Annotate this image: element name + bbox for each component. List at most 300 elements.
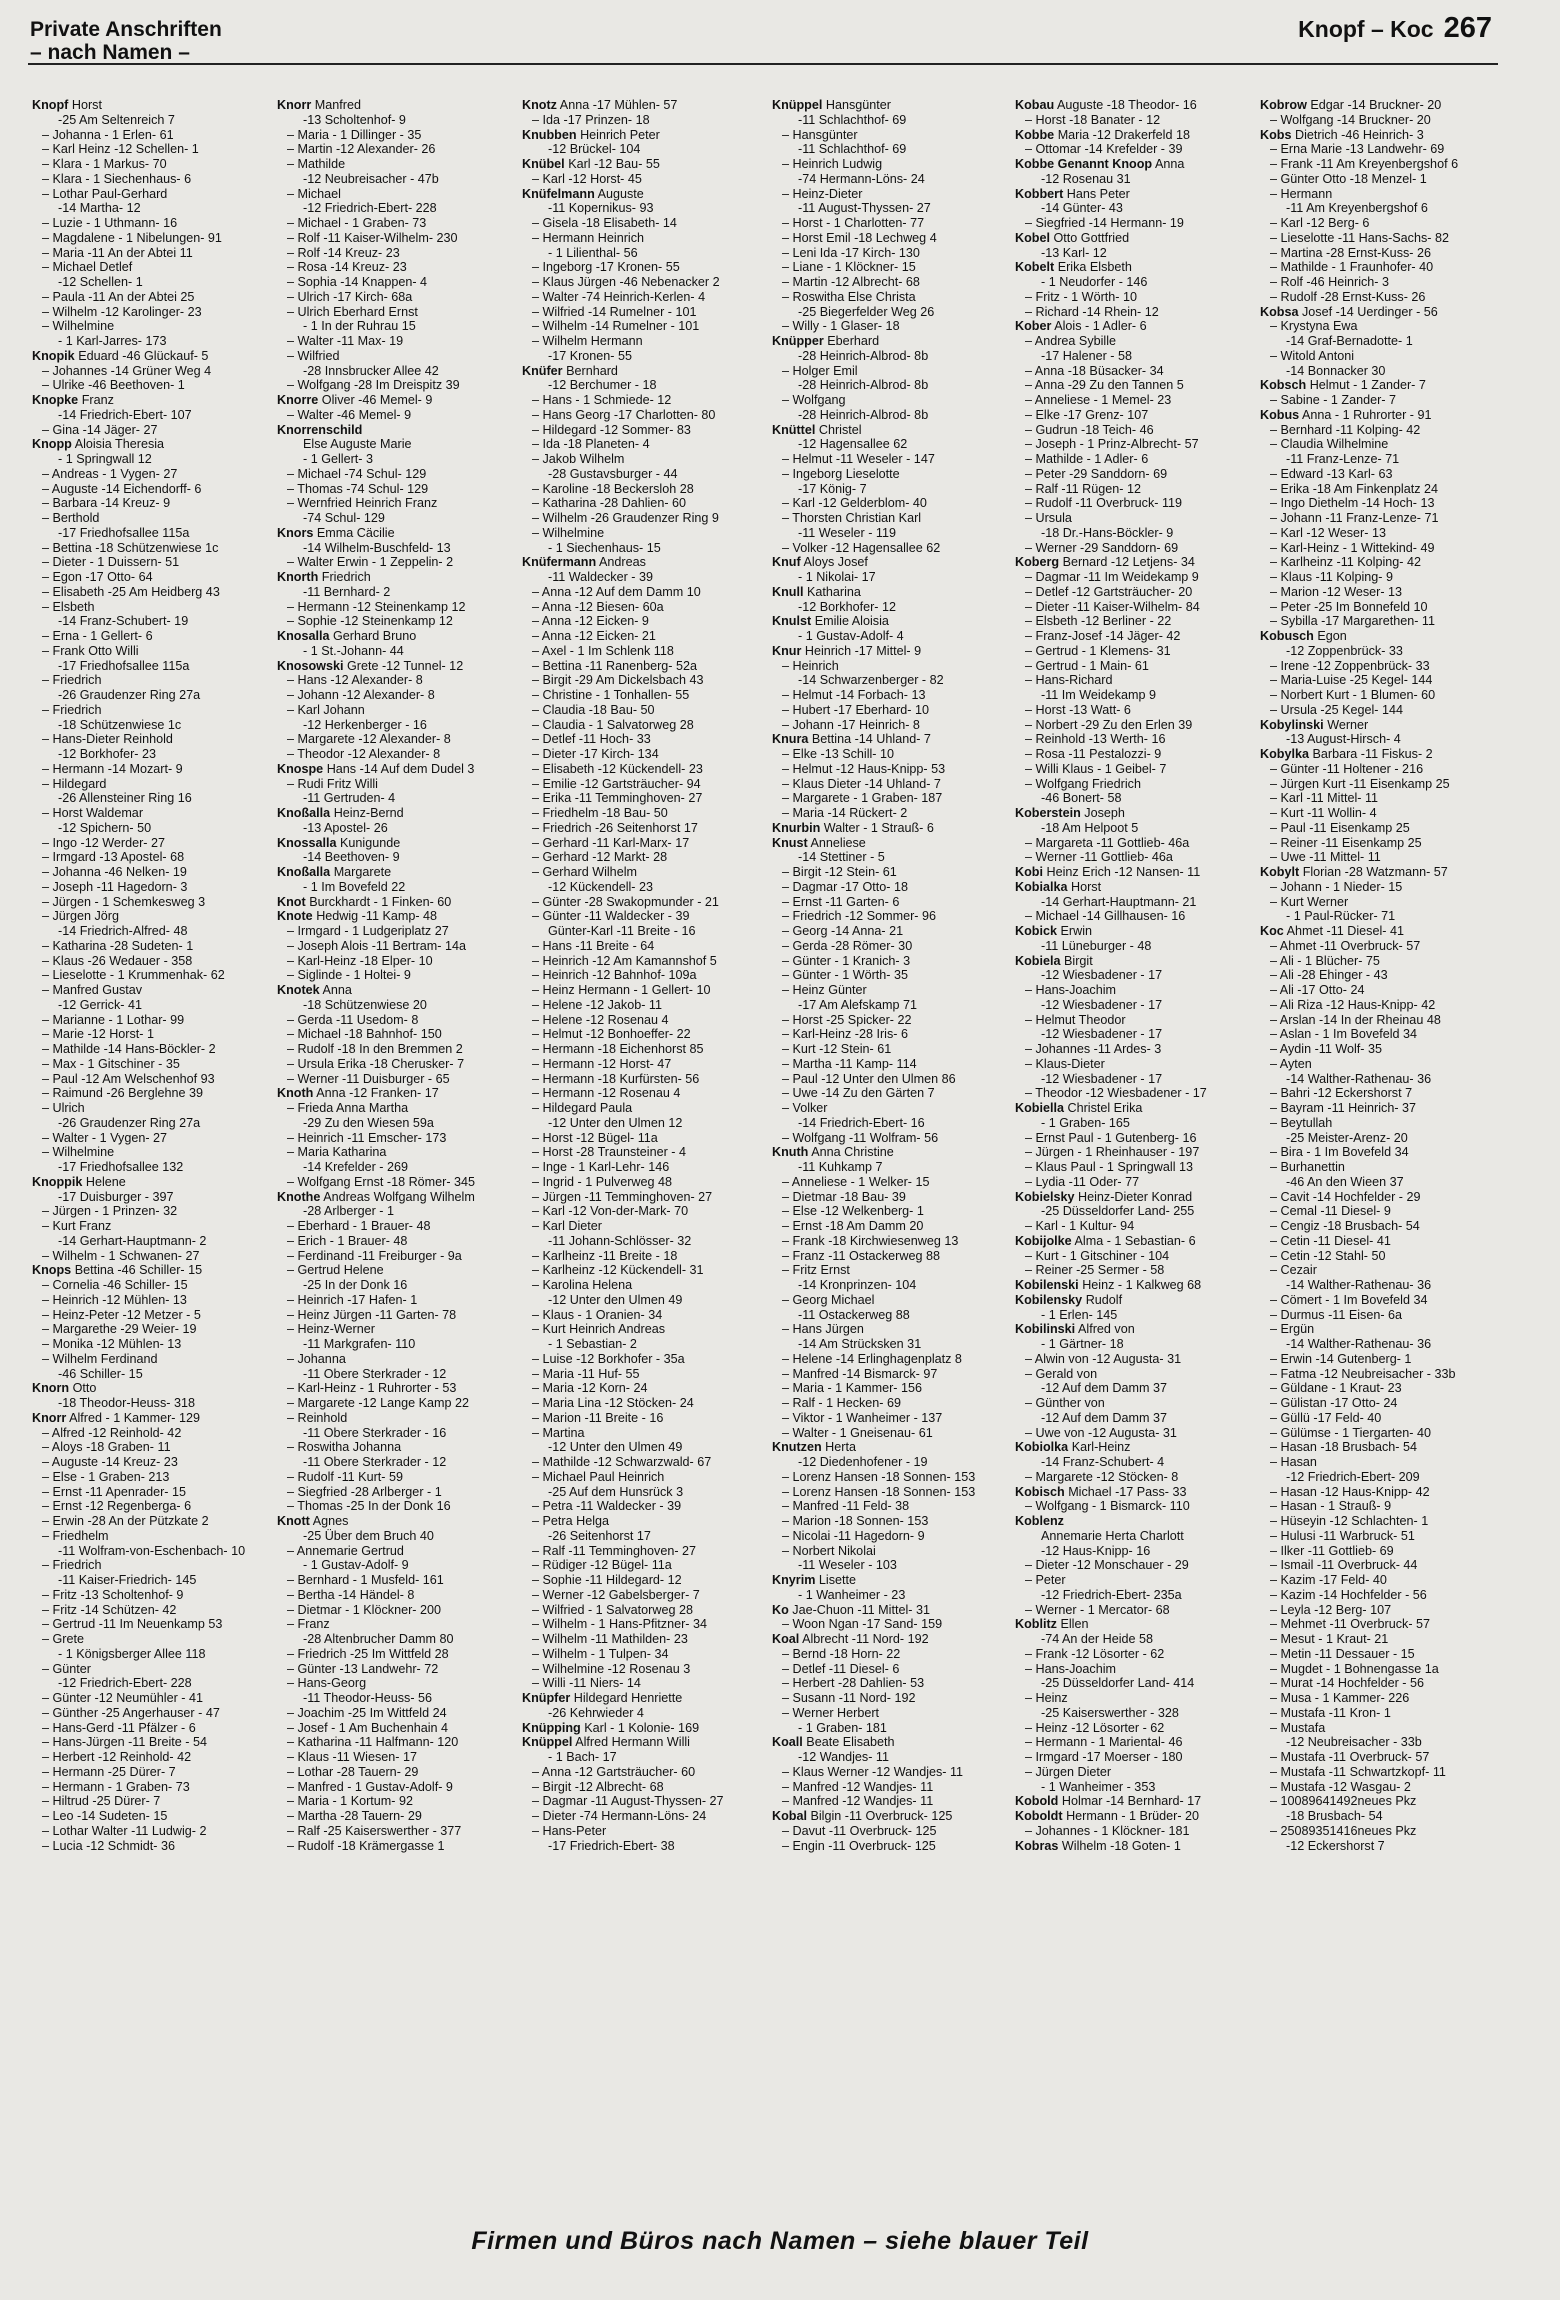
surname-entry xyxy=(522,187,766,364)
entry-head xyxy=(772,1632,1016,1647)
entry-head xyxy=(772,1573,1016,1588)
address-line: - 1 Neudorfer - 146 xyxy=(1041,275,1148,289)
address-line: -17 Am Alefskamp 71 xyxy=(798,997,918,1012)
person-line: – Mehmet -11 Overbruck- 57 xyxy=(1270,1617,1431,1632)
person-line: – Karl-Heinz -28 Iris- 6 xyxy=(782,1027,908,1042)
entry-head xyxy=(277,1190,521,1205)
entry-head xyxy=(1015,231,1259,246)
entry-first-line: Manfred xyxy=(314,98,361,112)
surname-entry xyxy=(772,423,1016,556)
person-line: – Cezair xyxy=(1270,1263,1317,1278)
person-line: – Johann -17 Heinrich- 8 xyxy=(782,717,920,732)
entry-head xyxy=(1015,924,1259,939)
person-line: – Willi -11 Niers- 14 xyxy=(532,1676,641,1691)
surname-entry xyxy=(772,585,1016,615)
person-line: – Detlef -11 Diesel- 6 xyxy=(782,1661,900,1676)
surname: Knopke xyxy=(32,393,79,407)
address-line: - 1 Nikolai- 17 xyxy=(798,570,876,584)
address-line: -26 Graudenzer Ring 27a xyxy=(58,688,201,702)
person-line: – Ernst -18 Am Damm 20 xyxy=(782,1219,924,1233)
person-line: – Jürgen - 1 Schemkesweg 3 xyxy=(42,894,206,909)
person-line: – Reiner -11 Eisenkamp 25 xyxy=(1270,835,1422,850)
person-line: – Bayram -11 Heinrich- 37 xyxy=(1270,1101,1417,1115)
person-line: – Anna -12 Biesen- 60a xyxy=(532,599,664,614)
person-line: – Frank -18 Kirchwiesenweg 13 xyxy=(782,1233,959,1248)
person-line: – Paul -12 Unter den Ulmen 86 xyxy=(782,1071,956,1086)
person-line: – Hans-Gerd -11 Pfälzer - 6 xyxy=(42,1720,196,1735)
surname: Knotz xyxy=(522,98,557,112)
person-line: – Hasan - 1 Strauß- 9 xyxy=(1270,1499,1392,1514)
address-line: -14 Beethoven- 9 xyxy=(303,850,400,865)
column-1 xyxy=(32,98,276,1853)
person-line: – Ayten xyxy=(1270,1056,1312,1071)
surname: Knote xyxy=(277,909,313,924)
address-line: -14 Bonnacker 30 xyxy=(1286,363,1386,378)
entry-head xyxy=(277,836,521,851)
address-line: -11 Ostackerweg 88 xyxy=(798,1307,910,1322)
address-line: -28 Heinrich-Albrod- 8b xyxy=(798,378,929,393)
address-line: -26 Kehrwieder 4 xyxy=(548,1705,644,1720)
surname: Knüttel xyxy=(772,422,816,437)
person-line: – Klaus Jürgen -46 Nebenacker 2 xyxy=(532,275,720,289)
person-line: – Walter - 1 Gneisenau- 61 xyxy=(782,1425,933,1440)
person-line: – Peter -25 Im Bonnefeld 10 xyxy=(1270,599,1428,614)
person-line: – Marion -11 Breite - 16 xyxy=(532,1410,664,1425)
entry-head xyxy=(277,1086,521,1101)
address-line: -46 Schiller- 15 xyxy=(58,1366,143,1381)
person-line: – Margarethe -29 Weier- 19 xyxy=(42,1322,197,1337)
footer-note: Firmen und Büros nach Namen – siehe blauer Teil xyxy=(471,2227,1089,2255)
surname: Kober xyxy=(1015,319,1052,334)
address-line: -12 Neubreisacher - 33b xyxy=(1286,1735,1422,1750)
person-line: – Ursula Erika -18 Cherusker- 7 xyxy=(287,1056,465,1071)
person-line: – Holger Emil xyxy=(782,363,858,378)
person-line: – Anneliese - 1 Welker- 15 xyxy=(782,1174,930,1189)
person-line: – Wilfried xyxy=(287,348,340,363)
person-line: – Karl-Heinz - 1 Wittekind- 49 xyxy=(1270,540,1435,555)
address-line: -12 Borkhofer- 12 xyxy=(798,599,897,614)
person-line: – Lieselotte - 1 Krummenhak- 62 xyxy=(42,968,225,983)
entry-first-line: Auguste xyxy=(597,186,644,201)
address-line: -11 Weseler - 119 xyxy=(798,525,896,540)
person-line: – Siglinde - 1 Holtei- 9 xyxy=(287,968,411,983)
entry-head xyxy=(1015,187,1259,202)
person-line: – Reinhold xyxy=(287,1410,348,1425)
person-line: – Fritz -14 Schützen- 42 xyxy=(42,1602,177,1617)
person-line: – Ingrid - 1 Pulverweg 48 xyxy=(532,1174,673,1189)
person-line: – Hermann -25 Dürer- 7 xyxy=(42,1764,176,1779)
person-line: – Dieter - 1 Duissern- 51 xyxy=(42,555,180,570)
person-line: – Rudolf -11 Kurt- 59 xyxy=(287,1469,403,1484)
person-line: – Klaus-Dieter xyxy=(1025,1056,1105,1071)
person-line: – Karl Heinz -12 Schellen- 1 xyxy=(42,142,199,157)
surname-entry xyxy=(522,1721,766,1736)
person-line: – Friedrich xyxy=(42,702,102,717)
person-line: – Heinrich -12 Mühlen- 13 xyxy=(42,1292,187,1307)
surname-entry xyxy=(522,98,766,128)
person-line: – Andreas - 1 Vygen- 27 xyxy=(42,466,178,481)
person-line: – Horst Emil -18 Lechweg 4 xyxy=(782,230,937,245)
surname-entry xyxy=(32,1381,276,1411)
surname-entry xyxy=(32,393,276,437)
surname-entry xyxy=(277,629,521,659)
address-line: -14 Günter- 43 xyxy=(1041,201,1123,216)
entry-first-line: Beate Elisabeth xyxy=(806,1735,895,1750)
address-line: -12 Friedrich-Ebert- 228 xyxy=(303,201,437,216)
person-line: – Werner -11 Gottlieb- 46a xyxy=(1025,850,1173,865)
entry-head xyxy=(522,187,766,202)
surname-entry xyxy=(522,128,766,158)
entry-first-line: Heinz - 1 Kalkweg 68 xyxy=(1082,1278,1202,1292)
entry-first-line: Heinrich Peter xyxy=(580,127,660,142)
entry-first-line: Alma - 1 Sebastian- 6 xyxy=(1074,1233,1196,1248)
address-line: -11 Obere Sterkrader - 16 xyxy=(303,1425,447,1440)
person-line: – Martin -12 Alexander- 26 xyxy=(287,142,436,157)
person-line: – Ingo -12 Werder- 27 xyxy=(42,835,165,850)
person-line: – Jürgen -11 Temminghoven- 27 xyxy=(532,1189,713,1204)
surname-entry xyxy=(1015,319,1259,555)
surname-entry xyxy=(32,349,276,393)
address-line: -12 Unter den Ulmen 49 xyxy=(548,1440,683,1455)
entry-first-line: Bernhard xyxy=(566,363,618,378)
person-line: – Klaus -26 Wedauer - 358 xyxy=(42,953,193,968)
entry-first-line: Eberhard xyxy=(827,334,880,348)
entry-first-line: Rudolf xyxy=(1085,1292,1123,1307)
person-line: – Katharina -11 Halfmann- 120 xyxy=(287,1735,459,1750)
entry-first-line: Emma Cäcilie xyxy=(316,525,395,540)
person-line: – Martha -28 Tauern- 29 xyxy=(287,1809,422,1823)
person-line: – Ingeborg -17 Kronen- 55 xyxy=(532,260,680,275)
entry-first-line: Gerhard Bruno xyxy=(333,629,417,643)
person-line: – Magdalene - 1 Nibelungen- 91 xyxy=(42,230,222,245)
surname: Knosalla xyxy=(277,629,330,643)
surname: Kobrow xyxy=(1260,98,1307,112)
address-line: -28 Arlberger - 1 xyxy=(303,1204,394,1219)
surname-entry xyxy=(522,364,766,556)
person-line: – Ursula xyxy=(1025,511,1072,525)
person-line: – Musa - 1 Kammer- 226 xyxy=(1270,1691,1410,1705)
address-line: -17 Friedhofsallee 115a xyxy=(58,658,190,673)
person-line: – Herbert -28 Dahlien- 53 xyxy=(782,1676,925,1691)
entry-first-line: Josef -14 Uerdinger - 56 xyxy=(1302,304,1438,319)
person-line: – Horst -13 Watt- 6 xyxy=(1025,702,1131,717)
entry-head xyxy=(522,128,766,143)
person-line: – Ottomar -14 Krefelder - 39 xyxy=(1025,142,1183,157)
entry-first-line: Auguste -18 Theodor- 16 xyxy=(1057,98,1197,112)
person-line: – Helmut Theodor xyxy=(1025,1012,1126,1027)
address-line: -12 Eckershorst 7 xyxy=(1286,1838,1385,1853)
person-line: – Karlheinz -11 Breite - 18 xyxy=(532,1248,678,1263)
person-line: – Maria Katharina xyxy=(287,1145,387,1160)
person-line: – Klaus -11 Kolping- 9 xyxy=(1270,570,1393,584)
address-line: -14 Graf-Bernadotte- 1 xyxy=(1286,334,1413,348)
address-line: - 1 Gellert- 3 xyxy=(303,452,373,466)
entry-first-line: Eduard -46 Glückauf- 5 xyxy=(78,348,209,363)
person-line: – Joachim -25 Im Wittfeld 24 xyxy=(287,1705,447,1720)
address-line: -12 Schellen- 1 xyxy=(58,275,143,289)
person-line: – Manfred -14 Bismarck- 97 xyxy=(782,1366,938,1381)
address-line: -17 Duisburger - 397 xyxy=(58,1189,174,1204)
person-line: – Michael Detlef xyxy=(42,260,133,275)
person-line: – Heinz-Peter -12 Metzer - 5 xyxy=(42,1307,201,1322)
person-line: – Rudolf -18 Krämergasse 1 xyxy=(287,1838,445,1853)
person-line: – Hans-Jürgen -11 Breite - 54 xyxy=(42,1735,207,1750)
person-line: – Güldane - 1 Kraut- 23 xyxy=(1270,1381,1402,1396)
person-line: – Elke -17 Grenz- 107 xyxy=(1025,407,1149,422)
address-line: -28 Heinrich-Albrod- 8b xyxy=(798,407,929,422)
address-line: -12 Friedrich-Ebert- 228 xyxy=(58,1676,192,1691)
address-line: -12 Wiesbadener - 17 xyxy=(1041,997,1163,1012)
surname: Knüfermann xyxy=(522,555,597,570)
surname: Knyrim xyxy=(772,1573,816,1587)
person-line: – Bettina -11 Ranenberg- 52a xyxy=(532,658,697,673)
entry-head xyxy=(1015,1839,1259,1854)
address-line: -12 Brückel- 104 xyxy=(548,142,641,157)
person-line: – Johanna -46 Nelken- 19 xyxy=(42,865,187,879)
entry-first-line: Florian -28 Watzmann- 57 xyxy=(1302,865,1448,879)
entry-head xyxy=(277,909,521,924)
person-line: – Viktor - 1 Wanheimer - 137 xyxy=(782,1410,943,1425)
surname-entry xyxy=(1260,629,1504,718)
surname-entry xyxy=(277,806,521,836)
person-line: – Mathilde - 1 Adler- 6 xyxy=(1025,452,1149,466)
address-line: -14 Gerhart-Hauptmann- 2 xyxy=(58,1233,207,1248)
surname: Kobylka xyxy=(1260,747,1309,761)
person-line: – Hans - 1 Schmiede- 12 xyxy=(532,393,672,407)
person-line: – Helmut -12 Haus-Knipp- 53 xyxy=(782,761,946,776)
person-line: – Günter -11 Holtener - 216 xyxy=(1270,761,1424,776)
person-line: – Fritz -13 Scholtenhof- 9 xyxy=(42,1587,184,1602)
person-line: – Detlef -11 Hoch- 33 xyxy=(532,732,651,747)
column-4 xyxy=(772,98,1016,1853)
address-line: -25 Über dem Bruch 40 xyxy=(303,1528,434,1543)
person-line: – Hiltrud -25 Dürer- 7 xyxy=(42,1794,161,1809)
entry-first-line: Helmut - 1 Zander- 7 xyxy=(1309,378,1426,393)
person-line: – Hans-Richard xyxy=(1025,673,1113,688)
person-line: – Hansgünter xyxy=(782,127,858,142)
address-line: -12 Auf dem Damm 37 xyxy=(1041,1410,1167,1425)
entry-head xyxy=(1260,629,1504,644)
entry-first-line: Werner xyxy=(1327,717,1369,732)
person-line: – Helene -14 Erlinghagenplatz 8 xyxy=(782,1351,962,1366)
entry-first-line: Wilhelm -18 Goten- 1 xyxy=(1061,1838,1181,1853)
person-line: – Davut -11 Overbruck- 125 xyxy=(782,1823,937,1838)
person-line: – Ergün xyxy=(1270,1322,1315,1337)
address-line: - 1 Karl-Jarres- 173 xyxy=(58,334,167,348)
person-line: – Franz xyxy=(287,1617,330,1632)
surname: Knorrenschild xyxy=(277,422,363,437)
person-line: – Friedrich -12 Sommer- 96 xyxy=(782,909,936,924)
surname-entry xyxy=(1015,1293,1259,1323)
surname: Knübel xyxy=(522,157,565,171)
entry-first-line: Katharina xyxy=(806,584,861,599)
person-line: – Anna -12 Gartsträucher- 60 xyxy=(532,1764,696,1779)
person-line: – Woon Ngan -17 Sand- 159 xyxy=(782,1617,943,1632)
entry-first-line: Emilie Aloisia xyxy=(814,614,889,629)
person-line: – Martin -12 Albrecht- 68 xyxy=(782,275,920,289)
person-line: – Marion -18 Sonnen- 153 xyxy=(782,1514,929,1528)
surname: Knothe xyxy=(277,1189,321,1204)
address-line: - 1 Wanheimer - 353 xyxy=(1041,1779,1156,1794)
entry-first-line: Anna xyxy=(322,983,352,997)
person-line: – Walter -46 Memel- 9 xyxy=(287,407,412,422)
address-line: - 1 Sebastian- 2 xyxy=(548,1337,637,1351)
address-line: -12 Borkhofer- 23 xyxy=(58,747,157,761)
person-line: – Sybilla -17 Margarethen- 11 xyxy=(1270,614,1435,629)
person-line: – Uwe -14 Zu den Gärten 7 xyxy=(782,1086,935,1101)
surname-entry xyxy=(522,1691,766,1721)
person-line: – Max - 1 Gitschiner - 35 xyxy=(42,1056,180,1071)
surname: Knurbin xyxy=(772,820,821,835)
surname-entry xyxy=(1015,1485,1259,1515)
person-line: – Wolfgang xyxy=(782,393,846,407)
surname-entry xyxy=(772,644,1016,733)
address-line: -11 Gertruden- 4 xyxy=(303,791,396,806)
entry-first-line: Anna - 1 Ruhrorter - 91 xyxy=(1302,407,1432,422)
address-line: -26 Seitenhorst 17 xyxy=(548,1528,651,1543)
address-line: - 1 Graben- 165 xyxy=(1041,1115,1130,1130)
person-line: – Erika -18 Am Finkenplatz 24 xyxy=(1270,481,1438,496)
surname: Kobbe xyxy=(1015,127,1055,142)
address-line: -14 Schwarzenberger - 82 xyxy=(798,673,944,688)
person-line: – Petra Helga xyxy=(532,1514,610,1528)
person-line: – Heinz-Dieter xyxy=(782,186,863,201)
person-line: – Ernst -11 Apenrader- 15 xyxy=(42,1484,186,1499)
surname: Kobau xyxy=(1015,98,1055,112)
surname-entry xyxy=(772,1603,1016,1633)
surname: Kobilensky xyxy=(1015,1292,1083,1307)
person-line: – Siegfried -28 Arlberger - 1 xyxy=(287,1484,442,1499)
person-line: – Wilhelmine xyxy=(42,1145,115,1160)
entry-head xyxy=(1015,1617,1259,1632)
person-line: – Johannes -11 Ardes- 3 xyxy=(1025,1042,1162,1056)
person-line: – Friedhelm -18 Bau- 50 xyxy=(532,806,668,820)
person-line: – Walter -11 Max- 19 xyxy=(287,334,404,348)
person-line: – Mathilde -14 Hans-Böckler- 2 xyxy=(42,1042,216,1056)
person-line: – Gertrud -11 Im Neuenkamp 53 xyxy=(42,1617,223,1632)
person-line: – Hermann -12 Steinenkamp 12 xyxy=(287,599,466,614)
surname: Kobbert xyxy=(1015,186,1064,201)
address-line: -14 Kronprinzen- 104 xyxy=(798,1278,917,1292)
surname-entry xyxy=(522,555,766,1691)
person-line: – Mathilde xyxy=(287,157,346,171)
entry-first-line: Karl - 1 Kolonie- 169 xyxy=(584,1720,700,1735)
address-line: - 1 Gustav-Adolf- 4 xyxy=(798,629,904,643)
surname: Knüpfer xyxy=(522,1691,571,1705)
entry-first-line: Horst xyxy=(1071,879,1102,894)
entry-head xyxy=(1260,98,1504,113)
address-line: -12 Herkenberger - 16 xyxy=(303,717,427,732)
entry-head xyxy=(1015,555,1259,570)
address-line: -14 Walther-Rathenau- 36 xyxy=(1286,1337,1432,1351)
entry-head xyxy=(277,983,521,998)
surname: Kobielsky xyxy=(1015,1189,1075,1204)
person-line: – Günter - 1 Kranich- 3 xyxy=(782,953,911,968)
person-line: – Jürgen Jörg xyxy=(42,909,120,924)
person-line: – Walter - 1 Vygen- 27 xyxy=(42,1130,168,1145)
entry-first-line: Hans Peter xyxy=(1066,186,1130,201)
surname-entry xyxy=(772,1809,1016,1853)
person-line: – Michael - 1 Graben- 73 xyxy=(287,216,427,230)
person-line: – Dietmar -18 Bau- 39 xyxy=(782,1189,906,1204)
entry-head xyxy=(772,1145,1016,1160)
entry-head xyxy=(1015,1234,1259,1249)
person-line: – Werner -11 Duisburger - 65 xyxy=(287,1071,450,1086)
person-line: – Lucia -12 Schmidt- 36 xyxy=(42,1838,176,1853)
person-line: – Leo -14 Sudeten- 15 xyxy=(42,1809,168,1823)
person-line: – Sophie -12 Steinenkamp 12 xyxy=(287,614,453,629)
surname-entry xyxy=(277,570,521,629)
entry-first-line: Erika Elsbeth xyxy=(1057,260,1132,275)
entry-head xyxy=(277,526,521,541)
surname: Kobs xyxy=(1260,127,1292,142)
surname: Kobylinski xyxy=(1260,717,1324,732)
person-line: – Mesut - 1 Kraut- 21 xyxy=(1270,1632,1389,1646)
person-line: – Fatma -12 Neubreisacher - 33b xyxy=(1270,1366,1456,1381)
surname: Knot xyxy=(277,894,306,909)
person-line: – Peter -29 Sanddorn- 69 xyxy=(1025,466,1168,481)
person-line: – Leni Ida -17 Kirch- 130 xyxy=(782,245,920,260)
person-line: – Margarete -12 Lange Kamp 22 xyxy=(287,1396,470,1410)
entry-head xyxy=(277,806,521,821)
person-line: – Katharina -28 Dahlien- 60 xyxy=(532,496,687,511)
person-line: – Lothar -28 Tauern- 29 xyxy=(287,1764,419,1779)
person-line: – Nicolai -11 Hagedorn- 9 xyxy=(782,1528,925,1543)
surname: Koberg xyxy=(1015,555,1060,570)
page-number: 267 xyxy=(1443,12,1492,44)
entry-head xyxy=(32,98,276,113)
entry-first-line: Anna -17 Mühlen- 57 xyxy=(559,98,678,112)
surname-entry xyxy=(277,1190,521,1515)
person-line: – Roswitha Else Christa xyxy=(782,289,916,304)
person-line: – Volker -12 Hagensallee 62 xyxy=(782,540,941,555)
address-line: -17 Halener - 58 xyxy=(1041,348,1133,363)
address-line: -18 Dr.-Hans-Böckler- 9 xyxy=(1041,525,1174,540)
surname: Kobusch xyxy=(1260,629,1314,643)
surname-entry xyxy=(772,1440,1016,1573)
person-line: – Mustafa xyxy=(1270,1720,1326,1735)
person-line: – Anna -12 Eicken- 21 xyxy=(532,629,656,643)
person-line: – Paula -11 An der Abtei 25 xyxy=(42,289,195,304)
entry-head xyxy=(1260,865,1504,880)
person-line: – Gerhard Wilhelm xyxy=(532,865,637,879)
person-line: – Aloys -18 Graben- 11 xyxy=(42,1440,171,1455)
entry-head xyxy=(32,349,276,364)
surname: Kobylt xyxy=(1260,865,1300,879)
surname-entry xyxy=(277,1514,521,1853)
person-line: – Luzie - 1 Uthmann- 16 xyxy=(42,216,178,230)
surname: Knüpper xyxy=(772,334,824,348)
entry-first-line: Agnes xyxy=(312,1514,349,1528)
person-line: – Wilhelmine -12 Rosenau 3 xyxy=(532,1661,691,1676)
person-line: – Irene -12 Zoppenbrück- 33 xyxy=(1270,658,1430,673)
entry-head xyxy=(1015,1190,1259,1205)
person-line: – Else - 1 Graben- 213 xyxy=(42,1469,170,1484)
person-line: – Günter -12 Neumühler - 41 xyxy=(42,1691,204,1705)
person-line: – Mustafa -11 Overbruck- 57 xyxy=(1270,1750,1430,1764)
surname-entry xyxy=(1260,718,1504,748)
person-line: – Manfred - 1 Gustav-Adolf- 9 xyxy=(287,1779,453,1794)
person-line: – Rolf -46 Heinrich- 3 xyxy=(1270,275,1389,289)
person-line: – Bertha -14 Händel- 8 xyxy=(287,1587,415,1602)
person-line: – Christine - 1 Tonhallen- 55 xyxy=(532,688,690,702)
surname: Knüppel xyxy=(772,98,823,112)
address-line: - 1 Springwall 12 xyxy=(58,452,152,466)
surname-entry xyxy=(277,762,521,806)
person-line: – Rüdiger -12 Bügel- 11a xyxy=(532,1558,672,1573)
address-line: -25 Düsseldorfer Land- 414 xyxy=(1041,1676,1195,1691)
surname: Kobus xyxy=(1260,407,1300,422)
